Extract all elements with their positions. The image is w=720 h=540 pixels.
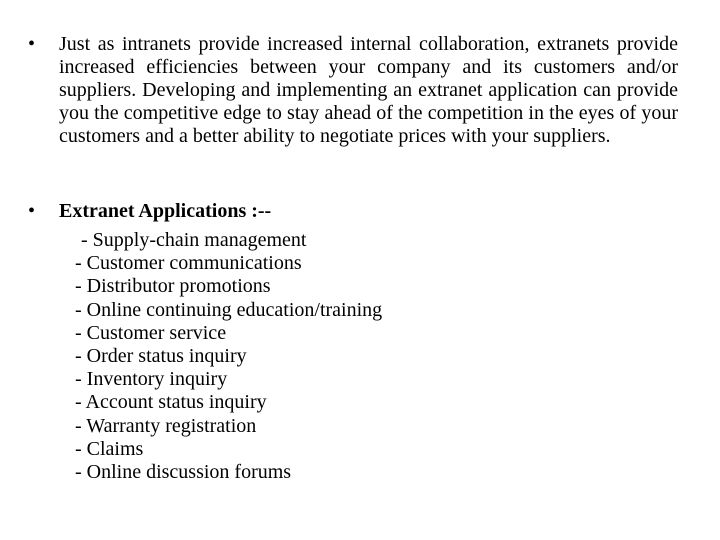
- list-item: - Supply-chain management: [81, 229, 307, 251]
- list-item: - Order status inquiry: [75, 345, 247, 368]
- applications-heading: Extranet Applications :--: [59, 200, 272, 222]
- list-item: - Inventory inquiry: [75, 368, 228, 391]
- list-item: - Customer communications: [75, 252, 302, 275]
- bullet-item-applications: [28, 200, 678, 223]
- intro-paragraph: Just as intranets provide increased internal collaboration, extranets provide increased efficiencies between your company and its customers and/or suppliers. Developing and implementing an extranet application can provide you the competitive edge to stay ahead of the competition in the eyes of your customers and a better ability to negotiate prices with your suppliers.: [59, 33, 678, 147]
- list-item: - Distributor promotions: [75, 275, 271, 298]
- list-item: - Claims: [75, 437, 144, 460]
- list-item: - Warranty registration: [75, 414, 257, 437]
- bullet-dot-icon: •: [28, 200, 36, 222]
- list-item: - Customer service: [75, 321, 227, 344]
- list-item: - Account status inquiry: [75, 391, 267, 414]
- list-item: - Online continuing education/training: [75, 298, 383, 321]
- bullet-dot-icon: •: [28, 33, 36, 55]
- bullet-item-intro: [28, 33, 678, 148]
- list-item: - Online discussion forums: [75, 461, 292, 484]
- applications-list: [75, 229, 382, 484]
